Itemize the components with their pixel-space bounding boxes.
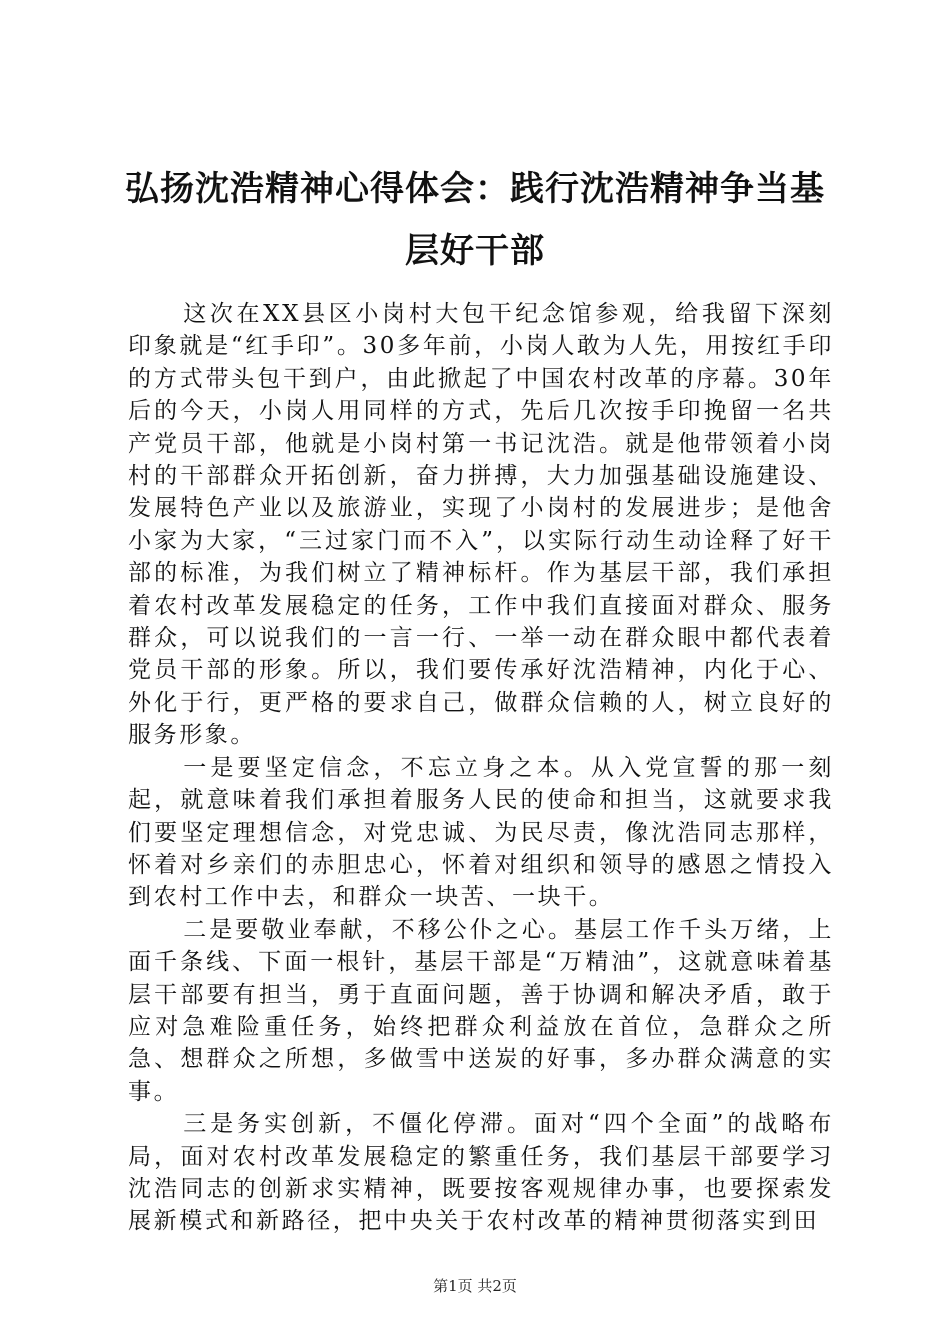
paragraph-point-two: 二是要敬业奉献，不移公仆之心。基层工作千头万绪，上面千条线、下面一根针，基层干部是“万精油”，这就意味着基层干部要有担当，勇于直面问题，善于协调和解决矛盾，敢于应对急难险重任务，始终把群众利益放在首位，急群众之所急、想群众之所想，多做雪中送炭的好事，多办群众满意的实事。 — [128, 916, 834, 1105]
paragraph-point-three: 三是务实创新，不僵化停滞。面对“四个全面”的战略布局，面对农村改革发展稳定的繁重任务，我们基层干部要学习沈浩同志的创新求实精神，既要按客观规律办事，也要探索发展新模式和新路径，把中央关于农村改革的精神贯彻落实到田 — [128, 1111, 834, 1235]
paragraph-point-one: 一是要坚定信念，不忘立身之本。从入党宣誓的那一刻起，就意味着我们承担着服务人民的使命和担当，这就要求我们要坚定理想信念，对党忠诚、为民尽责，像沈浩同志那样，怀着对乡亲们的赤胆忠心，怀着对组织和领导的感恩之情投入到农村工作中去，和群众一块苦、一块干。 — [128, 754, 834, 911]
paragraph-intro: 这次在XX县区小岗村大包干纪念馆参观，给我留下深刻印象就是“红手印”。30多年前，小岗人敢为人先，用按红手印的方式带头包干到户，由此掀起了中国农村改革的序幕。30年后的今天，小岗人用同样的方式，先后几次按手印挽留一名共产党员干部，他就是小岗村第一书记沈浩。就是他带领着小岗村的干部群众开拓创新，奋力拼搏，大力加强基础设施建设、发展特色产业以及旅游业，实现了小岗村的发展进步；是他舍小家为大家，“三过家门而不入”，以实际行动生动诠释了好干部的标准，为我们树立了精神标杆。作为基层干部，我们承担着农村改革发展稳定的任务，工作中我们直接面对群众、服务群众，可以说我们的一言一行、一举一动在群众眼中都代表着党员干部的形象。所以，我们要传承好沈浩精神，内化于心、外化于行，更严格的要求自己，做群众信赖的人，树立良好的服务形象。 — [128, 301, 834, 749]
document-body — [128, 298, 834, 1238]
page-number-footer: 第1页 共2页 — [433, 1277, 517, 1295]
document-title: 弘扬沈浩精神心得体会：践行沈浩精神争当基层好干部 — [125, 169, 825, 271]
